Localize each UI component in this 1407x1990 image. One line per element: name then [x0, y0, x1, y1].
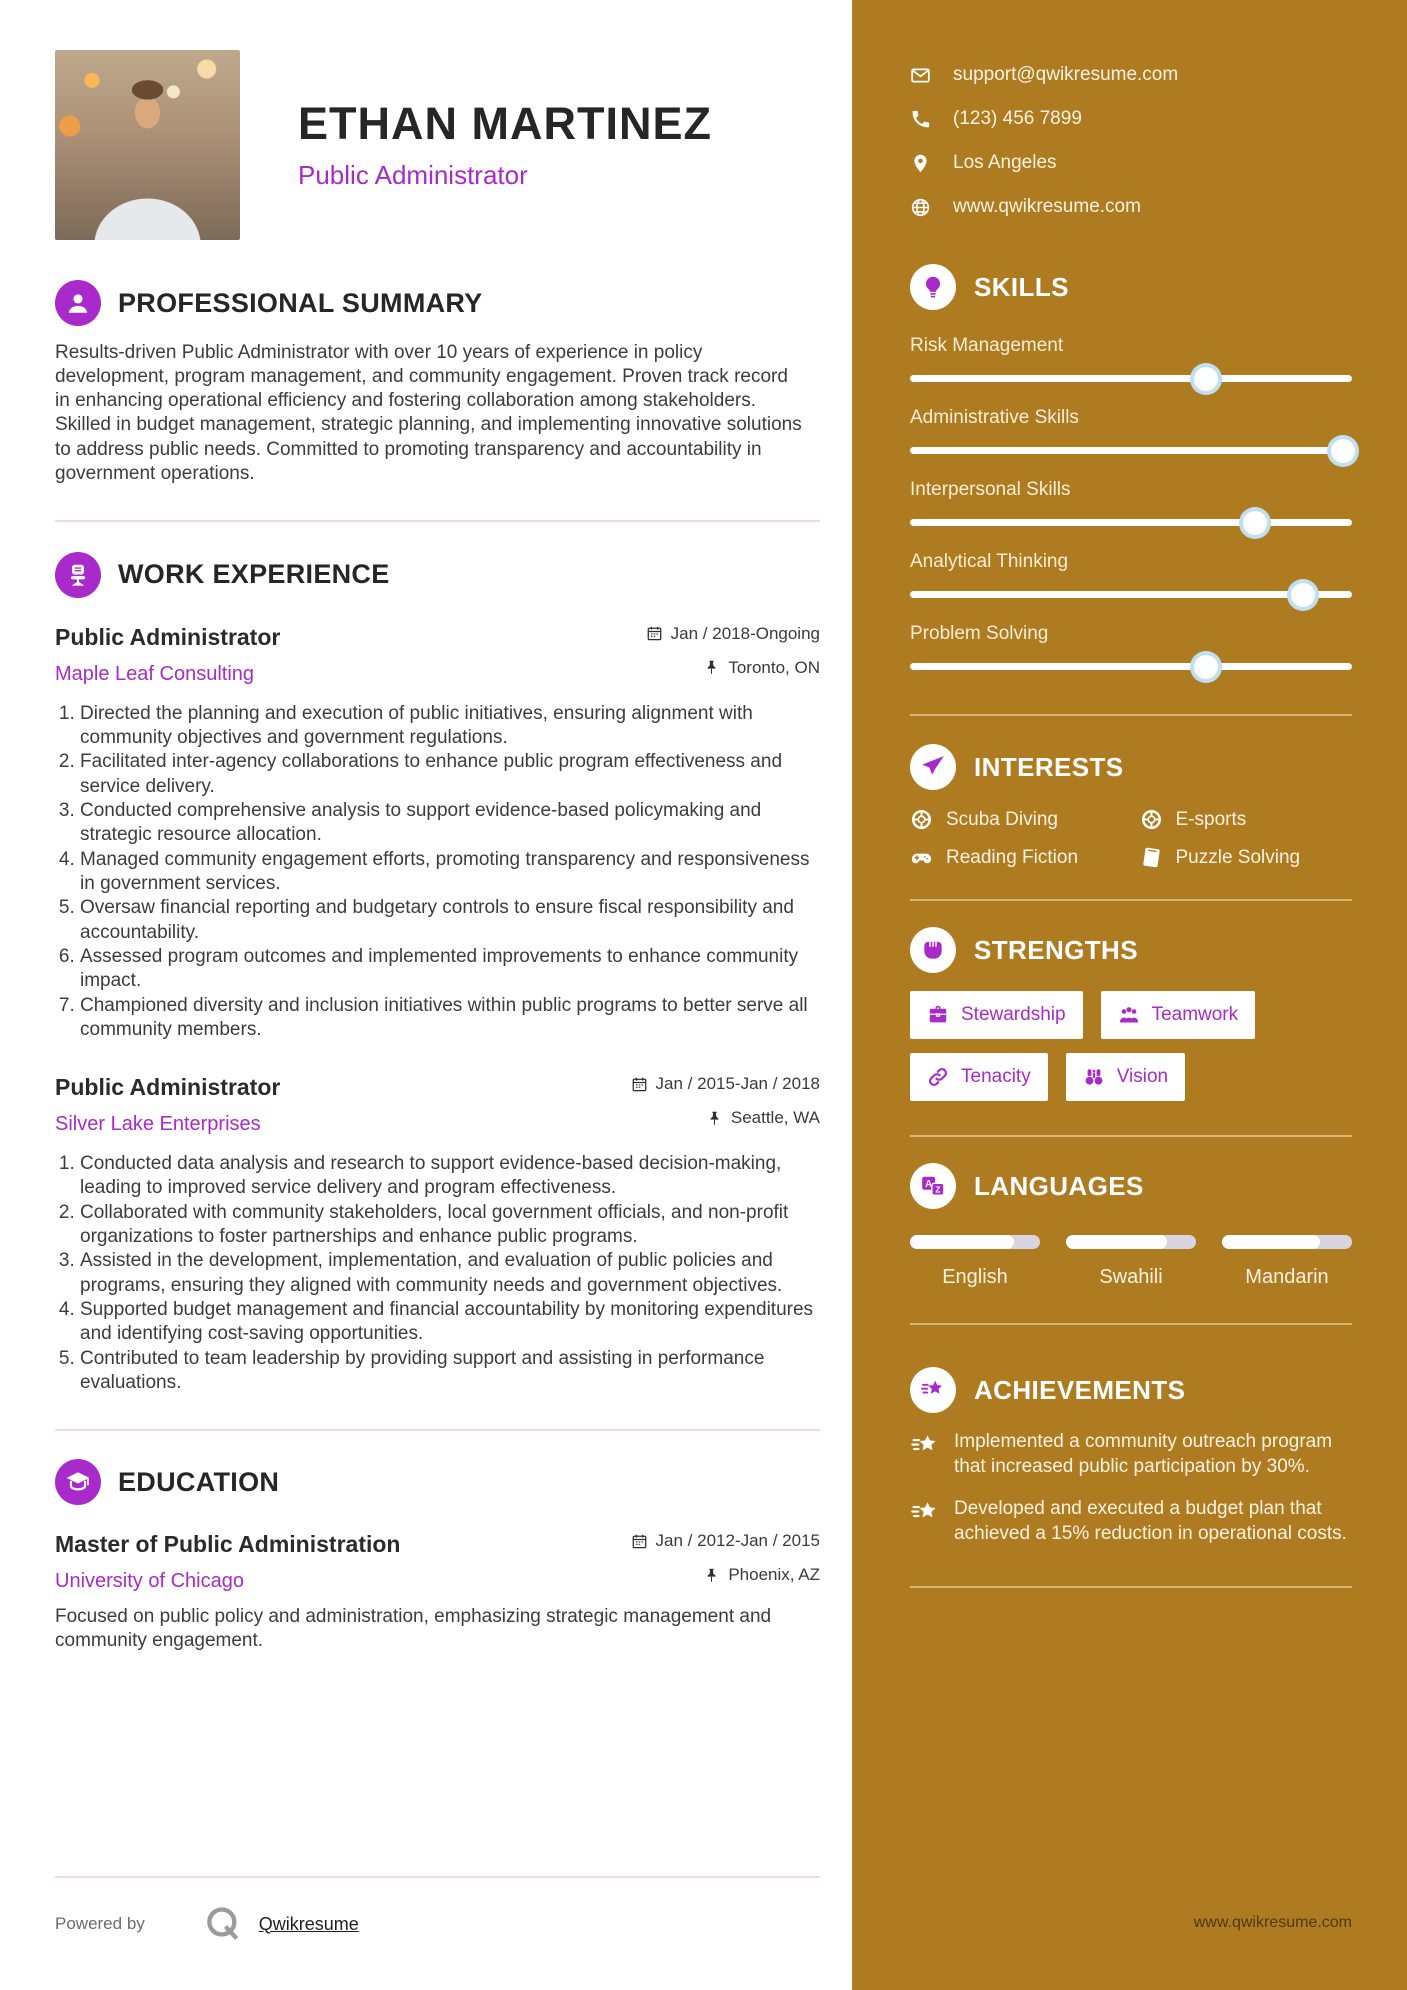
section-title: PROFESSIONAL SUMMARY	[118, 287, 483, 318]
education-description: Focused on public policy and administration, emphasizing strategic management and community engagement.	[55, 1606, 772, 1652]
section-title: EDUCATION	[118, 1466, 280, 1497]
skill-item	[910, 335, 1352, 382]
skill-slider-knob	[1194, 367, 1218, 391]
strength-label: Stewardship	[961, 1004, 1066, 1025]
sidebar	[852, 0, 1407, 1990]
language-bar	[910, 1235, 1040, 1249]
contact-value: support@qwikresume.com	[953, 64, 1179, 85]
interest-item	[910, 808, 1140, 831]
strength-chip	[1066, 1053, 1185, 1101]
pin-icon	[910, 153, 931, 174]
skill-item	[910, 479, 1352, 526]
pushpin-icon	[703, 659, 720, 676]
language-bar-fill	[1066, 1235, 1167, 1249]
section-heading	[910, 1163, 1352, 1209]
interest-item	[1140, 808, 1353, 831]
education-entry	[55, 1531, 820, 1653]
lightbulb-icon	[910, 264, 956, 310]
strength-chip	[1101, 991, 1256, 1039]
job-left	[55, 624, 280, 686]
shooting-star-icon	[910, 1431, 940, 1461]
strength-label: Tenacity	[961, 1066, 1031, 1087]
contact-value: www.qwikresume.com	[953, 196, 1141, 217]
job-bullet: 5. Oversaw financial reporting and budgetary controls to ensure fiscal responsibility and accountability.	[80, 896, 815, 945]
section-title: SKILLS	[974, 271, 1069, 302]
sidebar-divider	[910, 1135, 1352, 1137]
footer	[55, 1876, 820, 1944]
language-bar-fill	[1222, 1235, 1320, 1249]
strengths-list	[910, 991, 1352, 1101]
identity-header	[55, 50, 820, 240]
section-languages	[910, 1163, 1352, 1289]
job-dates: Jan / 2015-Jan / 2018	[655, 1074, 820, 1094]
job-bullet: 5. Contributed to team leadership by providing support and assisting in performance evaluations.	[80, 1347, 815, 1396]
education-meta	[631, 1531, 820, 1585]
svg-text:Z: Z	[935, 1184, 941, 1195]
calendar-icon	[631, 1076, 648, 1093]
skill-slider-knob	[1291, 583, 1315, 607]
education-header	[55, 1531, 820, 1593]
section-heading	[55, 552, 820, 598]
job-bullet: 4. Managed community engagement efforts, promoting transparency and responsiveness in government services.	[80, 848, 815, 897]
section-strengths	[910, 927, 1352, 1101]
section-heading	[55, 1459, 820, 1505]
achievement-text: Developed and executed a budget plan that achieved a 15% reduction in operational costs.	[954, 1497, 1347, 1544]
job-location-row	[631, 1108, 820, 1128]
paper-plane-icon	[910, 744, 956, 790]
sidebar-divider	[910, 714, 1352, 716]
language-bar	[1222, 1235, 1352, 1249]
job-bullet: 4. Supported budget management and financial accountability by monitoring expenditures and identifying cost-saving opportunities.	[80, 1298, 815, 1347]
interest-label: Scuba Diving	[946, 808, 1058, 830]
skill-item	[910, 623, 1352, 670]
contact-row	[910, 152, 1352, 174]
contact-row	[910, 108, 1352, 130]
school-name: University of Chicago	[55, 1570, 244, 1593]
svg-text:A: A	[925, 1178, 933, 1190]
contact-value: Los Angeles	[953, 152, 1057, 173]
footer-divider	[55, 1876, 820, 1878]
section-skills	[910, 264, 1352, 680]
user-icon	[55, 280, 101, 326]
job-left	[55, 1074, 280, 1136]
shooting-star-icon	[910, 1367, 956, 1413]
education-location: Phoenix, AZ	[728, 1565, 820, 1585]
job-dates: Jan / 2018-Ongoing	[670, 623, 820, 643]
education-left	[55, 1531, 400, 1593]
section-interests	[910, 744, 1352, 869]
skill-label: Interpersonal Skills	[910, 479, 1071, 500]
contact-row	[910, 64, 1352, 86]
skill-slider	[910, 447, 1352, 454]
job-bullet-list	[55, 702, 815, 1042]
section-title: WORK EXPERIENCE	[118, 559, 390, 590]
interests-list	[910, 808, 1352, 869]
calendar-icon	[646, 625, 663, 642]
job-bullet: 7. Championed diversity and inclusion initiatives within public programs to better serve all community members.	[80, 994, 815, 1043]
section-education	[55, 1459, 820, 1653]
language-label: English	[942, 1266, 1008, 1288]
sidebar-divider	[910, 1323, 1352, 1325]
section-work-experience	[55, 552, 820, 1396]
skill-label: Analytical Thinking	[910, 551, 1069, 572]
job-bullet: 2. Collaborated with community stakeholders, local government officials, and non-profit organizations to foster partnerships and enhance public programs.	[80, 1201, 815, 1250]
fist-icon	[910, 927, 956, 973]
section-title: STRENGTHS	[974, 934, 1138, 965]
shooting-star-icon	[910, 1498, 940, 1528]
interest-item	[1140, 846, 1353, 869]
qwikresume-logo-icon	[203, 1904, 243, 1944]
contact-row	[910, 196, 1352, 218]
skill-slider-knob	[1331, 439, 1355, 463]
powered-by-label: Powered by	[55, 1914, 145, 1933]
skills-list	[910, 335, 1352, 670]
skill-slider-knob	[1194, 655, 1218, 679]
sidebar-divider	[910, 1586, 1352, 1588]
section-title: LANGUAGES	[974, 1170, 1144, 1201]
language-bar	[1066, 1235, 1196, 1249]
job-bullet: 1. Conducted data analysis and research to support evidence-based decision-making, leading to improved service delivery and program effectiveness.	[80, 1152, 815, 1201]
degree-title: Master of Public Administration	[55, 1531, 401, 1558]
job-meta	[631, 1074, 820, 1128]
skill-slider	[910, 663, 1352, 670]
job-bullet: 2. Facilitated inter-agency collaborations to enhance public program effectiveness and service delivery.	[80, 750, 815, 799]
identity-text	[298, 50, 712, 191]
person-title: Public Administrator	[298, 160, 528, 190]
section-heading	[910, 264, 1352, 310]
education-dates-row	[631, 1531, 820, 1551]
life-ring-icon	[910, 808, 933, 831]
gamepad-icon	[910, 846, 933, 869]
job-bullet: 6. Assessed program outcomes and implemented improvements to enhance community impact.	[80, 945, 815, 994]
achievement-text: Implemented a community outreach program that increased public participation by 30%.	[954, 1431, 1333, 1478]
qwikresume-link[interactable]: Qwikresume	[258, 1913, 359, 1934]
skill-slider	[910, 591, 1352, 598]
profile-photo	[55, 50, 240, 240]
section-divider	[55, 1429, 820, 1431]
office-chair-icon	[55, 552, 101, 598]
section-heading	[910, 927, 1352, 973]
job-meta	[646, 624, 820, 678]
job-location-row	[646, 658, 820, 678]
skill-item	[910, 407, 1352, 454]
job-company: Silver Lake Enterprises	[55, 1113, 261, 1136]
section-divider	[55, 520, 820, 522]
pushpin-icon	[706, 1110, 723, 1127]
job-location: Seattle, WA	[730, 1108, 820, 1128]
team-icon	[1118, 1004, 1140, 1026]
skill-slider	[910, 519, 1352, 526]
strength-chip	[910, 991, 1083, 1039]
binoculars-icon	[1083, 1066, 1105, 1088]
book-icon	[1140, 846, 1163, 869]
job-location: Toronto, ON	[728, 657, 820, 677]
interest-item	[910, 846, 1140, 869]
job-bullet: 3. Conducted comprehensive analysis to support evidence-based policymaking and strategic resource allocation.	[80, 799, 815, 848]
sidebar-website: www.qwikresume.com	[1193, 1914, 1352, 1931]
job-entry	[55, 624, 820, 1042]
life-ring-icon	[1140, 808, 1163, 831]
calendar-icon	[631, 1533, 648, 1550]
link-icon	[927, 1066, 949, 1088]
phone-icon	[910, 109, 931, 130]
strength-chip	[910, 1053, 1048, 1101]
language-label: Swahili	[1099, 1266, 1163, 1288]
education-dates: Jan / 2012-Jan / 2015	[655, 1531, 820, 1551]
translate-icon	[910, 1163, 956, 1209]
section-title: ACHIEVEMENTS	[974, 1374, 1186, 1405]
section-professional-summary	[55, 280, 820, 486]
job-dates-row	[631, 1074, 820, 1094]
skill-label: Risk Management	[910, 335, 1064, 356]
job-company: Maple Leaf Consulting	[55, 662, 255, 685]
section-title: INTERESTS	[974, 751, 1124, 782]
job-bullet: 3. Assisted in the development, implementation, and evaluation of public policies and programs, ensuring they aligned with community needs and government objectives.	[80, 1249, 815, 1298]
language-bar-fill	[910, 1235, 1014, 1249]
job-title: Public Administrator	[55, 1074, 281, 1101]
mail-icon	[910, 65, 931, 86]
briefcase-icon	[927, 1004, 949, 1026]
achievement-item	[910, 1429, 1352, 1480]
job-bullet: 1. Directed the planning and execution of public initiatives, ensuring alignment with community objectives and government regulations.	[80, 702, 815, 751]
language-item	[1222, 1235, 1352, 1289]
graduate-icon	[55, 1459, 101, 1505]
summary-text: Results-driven Public Administrator with over 10 years of experience in policy development, program management, and community engagement. Proven track record in enhancing operational efficiency and fostering collaboration among stakeholders. Skilled in budget management, strategic planning, and implementing innovative solutions to address public needs. Committed to promoting transparency and accountability in government operations.	[55, 342, 802, 484]
section-heading	[55, 280, 820, 326]
achievement-item	[910, 1496, 1352, 1547]
language-item	[910, 1235, 1040, 1289]
contact-block	[910, 64, 1352, 218]
job-bullet-list	[55, 1152, 815, 1395]
section-heading	[910, 744, 1352, 790]
person-name: ETHAN MARTINEZ	[298, 98, 712, 149]
skill-label: Problem Solving	[910, 623, 1049, 644]
pushpin-icon	[703, 1567, 720, 1584]
education-location-row	[631, 1565, 820, 1585]
section-heading	[910, 1367, 1352, 1413]
job-dates-row	[646, 624, 820, 644]
job-entry	[55, 1074, 820, 1395]
achievements-list	[910, 1429, 1352, 1546]
contact-value: (123) 456 7899	[953, 108, 1082, 129]
skill-item	[910, 551, 1352, 598]
job-title: Public Administrator	[55, 623, 281, 650]
sidebar-divider	[910, 899, 1352, 901]
language-item	[1066, 1235, 1196, 1289]
footer-row	[55, 1904, 820, 1944]
section-achievements	[910, 1367, 1352, 1588]
languages-list	[910, 1235, 1352, 1289]
interest-label: Reading Fiction	[946, 846, 1079, 868]
strength-label: Vision	[1116, 1066, 1169, 1087]
strength-label: Teamwork	[1151, 1004, 1239, 1025]
skill-slider-knob	[1243, 511, 1267, 535]
globe-icon	[910, 197, 931, 218]
skill-label: Administrative Skills	[910, 407, 1079, 428]
job-header	[55, 624, 820, 686]
skill-slider	[910, 375, 1352, 382]
language-label: Mandarin	[1245, 1266, 1329, 1288]
interest-label: E-sports	[1175, 808, 1247, 830]
job-header	[55, 1074, 820, 1136]
interest-label: Puzzle Solving	[1175, 846, 1301, 868]
